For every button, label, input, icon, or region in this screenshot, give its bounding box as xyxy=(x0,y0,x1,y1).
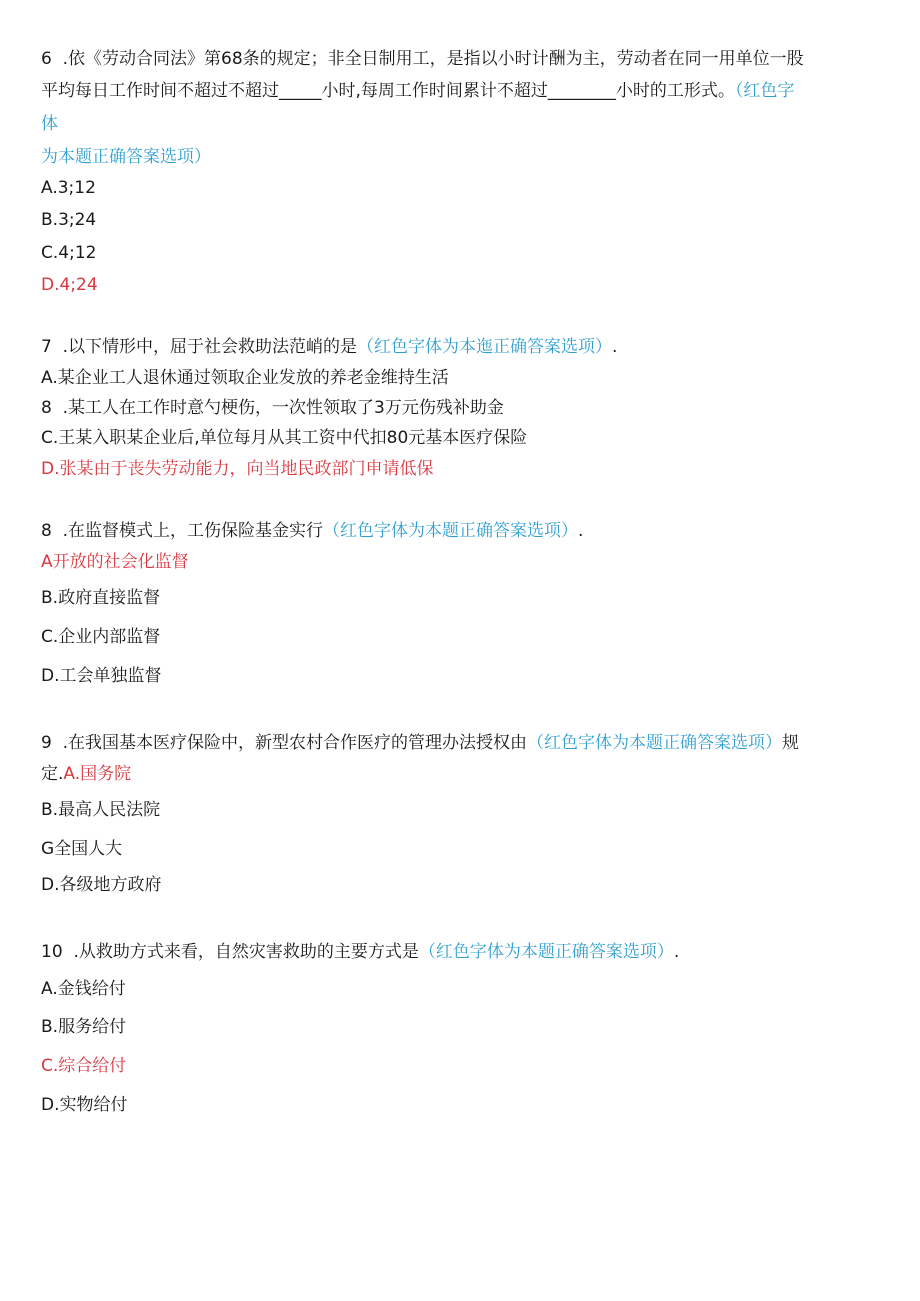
question-7-option-a: A.某企业工人退休通过领取企业发放的养老金维持生活 xyxy=(41,368,449,388)
question-6-option-a: A.3;12 xyxy=(41,178,96,198)
question-6-option-c: C.4;12 xyxy=(41,243,97,263)
question-6-option-d-correct: D.4;24 xyxy=(41,275,98,295)
question-8-option-a-correct: A开放的社会化监督 xyxy=(41,552,189,572)
question-6-answer-hint-3: 为本题正确答案选项） xyxy=(41,147,211,167)
question-10-option-b: B.服务给付 xyxy=(41,1017,127,1037)
question-7-option-b: 8 .某工人在工作时意勺梗伤，一次性领取了3万元伤残补助金 xyxy=(41,398,504,418)
question-6-option-b: B.3;24 xyxy=(41,210,97,230)
question-8-option-b: B.政府直接监督 xyxy=(41,588,161,608)
question-7-answer-hint: （红色字体为本迤正确答案选项） xyxy=(357,337,613,357)
question-10-stem-tail: . xyxy=(673,942,680,962)
question-10-option-a: A.金钱给付 xyxy=(41,979,126,999)
question-9-option-b: B.最高人民法院 xyxy=(41,800,161,820)
question-9-stem-text: 9 .在我国基本医疗保险中，新型农村合作医疗的管理办法授权由 xyxy=(41,733,528,753)
question-10-option-d: D.实物给付 xyxy=(41,1095,128,1115)
question-9-stem-text-2: 定. xyxy=(41,764,64,784)
question-10-option-c-correct: C.综合给付 xyxy=(41,1056,127,1076)
question-6-stem-line-1 xyxy=(41,47,804,71)
question-6-stem-line-2 xyxy=(41,79,794,103)
question-10-answer-hint: （红色字体为本题正确答案选项） xyxy=(418,942,674,962)
question-6-stem-text-1: 6 .依《劳动合同法》第68条的规定；非全日制用工，是指以小时计酬为主，劳动者在同一用单位一股 xyxy=(41,49,804,69)
question-8-answer-hint: （红色字体为本题正确答案选项） xyxy=(323,521,579,541)
question-7-stem xyxy=(41,335,617,359)
question-6-stem-text-2: 平均每日工作时间不超过不超过_____小时,每周工作时间累计不超过________小时的工形式。 xyxy=(41,81,735,101)
question-9-option-a-correct: A.国务院 xyxy=(63,764,132,784)
question-7-option-c: C.王某入职某企业后,单位每月从其工资中代扣80元基本医疗保险 xyxy=(41,428,528,448)
question-9-answer-hint: （红色字体为本题正确答案选项） xyxy=(527,733,783,753)
question-8-stem-tail: . xyxy=(578,521,584,541)
question-8-stem xyxy=(41,519,583,543)
question-10-stem-text: 10 .从救助方式来看，自然灾害救助的主要方式是 xyxy=(41,942,419,962)
question-6-answer-hint-2: 体 xyxy=(41,114,58,134)
question-6-answer-hint-1: （红色字 xyxy=(734,81,795,101)
question-7-option-d-correct: D.张某由于丧失劳动能力，向当地民政部门申请低保 xyxy=(41,459,434,479)
question-9-stem-tail: 规 xyxy=(782,733,800,753)
question-8-option-d: D.工会单独监督 xyxy=(41,666,162,686)
question-9-option-d: D.各级地方政府 xyxy=(41,875,162,895)
question-9-stem xyxy=(41,731,799,755)
question-7-stem-text: 7 .以下情形中，屈于社会救助法范峭的是 xyxy=(41,337,358,357)
question-9-option-c: G全国人大 xyxy=(41,839,123,859)
question-8-stem-text: 8 .在监督模式上，工伤保险基金实行 xyxy=(41,521,324,541)
question-7-stem-tail: . xyxy=(612,337,618,357)
question-8-option-c: C.企业内部监督 xyxy=(41,627,161,647)
question-9-stem-line-2 xyxy=(41,762,131,786)
question-10-stem xyxy=(41,940,679,964)
